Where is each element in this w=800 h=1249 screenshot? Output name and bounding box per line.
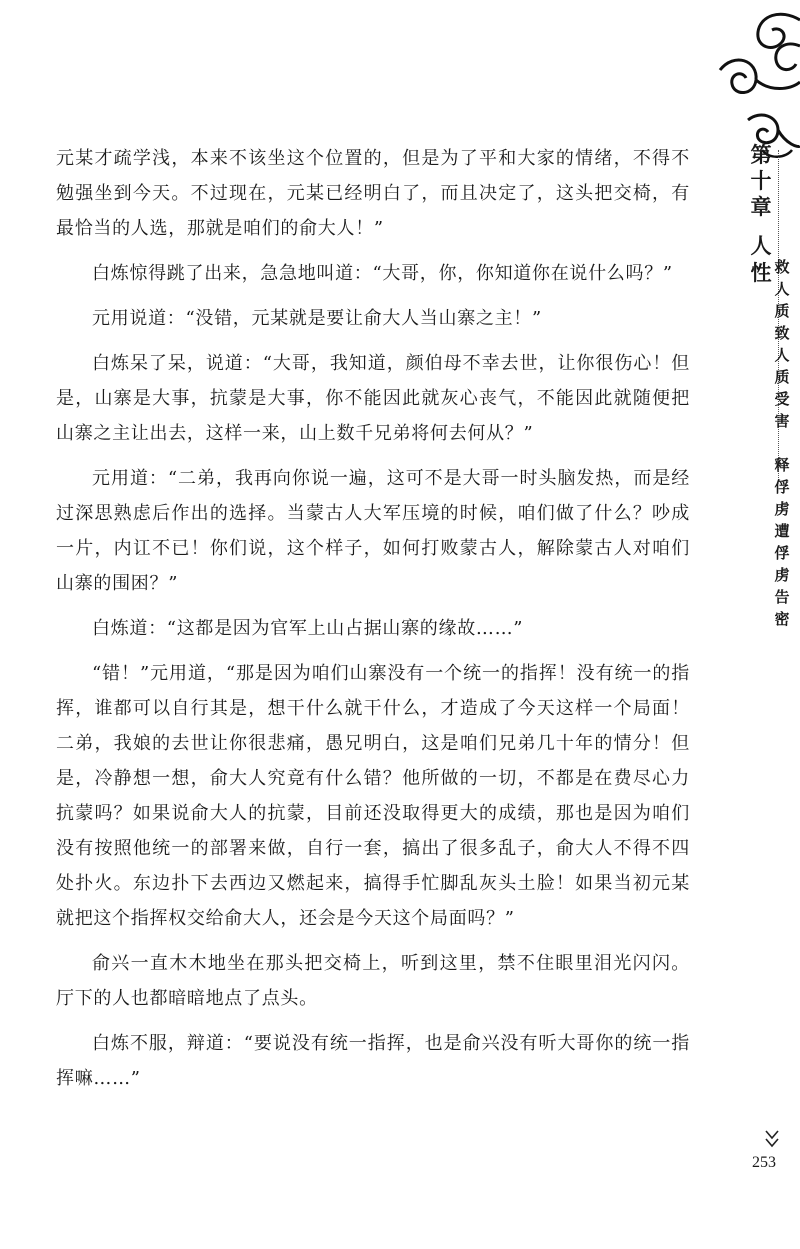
paragraph: “错！”元用道，“那是因为咱们山寨没有一个统一的指挥！没有统一的指挥，谁都可以自行其是，想干什么就干什么，才造成了今天这样一个局面！二弟，我娘的去世让你很悲痛，愚兄明白，这是咱们兄弟几十年的情分！但是，冷静想一想，俞大人究竟有什么错？他所做的一切，不都是在费尽心力抗蒙吗？如果说俞大人的抗蒙，目前还没取得更大的成绩，那也是因为咱们没有按照他统一的部署来做，自行一套，搞出了很多乱子，俞大人不得不四处扑火。东边扑下去西边又燃起来，搞得手忙脚乱灰头土脸！如果当初元某就把这个指挥权交给俞大人，还会是今天这个局面吗？” — [56, 663, 690, 929]
paragraph: 白炼呆了呆，说道：“大哥，我知道，颜伯母不幸去世，让你很伤心！但是，山寨是大事，抗蒙是大事，你不能因此就灰心丧气，不能因此就随便把山寨之主让出去，这样一来，山上数千兄弟将何去何从？” — [56, 353, 690, 444]
paragraph: 元用说道：“没错，元某就是要让俞大人当山寨之主！” — [92, 308, 542, 329]
section-subtitle-1: 救人质致人质受害 — [774, 258, 790, 430]
chapter-number: 第十章 — [750, 142, 772, 219]
paragraph: 元某才疏学浅，本来不该坐这个位置的，但是为了平和大家的情绪，不得不勉强坐到今天。不过现在，元某已经明白了，而且决定了，这头把交椅，有最恰当的人选，那就是咱们的俞大人！” — [56, 148, 690, 239]
section-subtitle-2: 释俘虏遭俘虏告密 — [774, 456, 790, 628]
paragraph: 俞兴一直木木地坐在那头把交椅上，听到这里，禁不住眼里泪光闪闪。厅下的人也都暗暗地点了点头。 — [56, 953, 690, 1009]
paragraph: 白炼道：“这都是因为官军上山占据山寨的缘故……” — [92, 618, 524, 639]
chapter-body — [56, 141, 690, 1106]
chapter-sidebar — [748, 142, 800, 628]
paragraph: 白炼惊得跳了出来，急急地叫道：“大哥，你，你知道你在说什么吗？” — [92, 263, 673, 284]
double-chevron-down-icon — [758, 1127, 786, 1153]
paragraph: 元用道：“二弟，我再向你说一遍，这可不是大哥一时头脑发热，而是经过深思熟虑后作出的选择。当蒙古人大军压境的时候，咱们做了什么？吵成一片，内讧不已！你们说，这个样子，如何打败蒙古人，解除蒙古人对咱们山寨的围困？” — [56, 468, 690, 594]
page-number: 253 — [752, 1154, 776, 1171]
paragraph: 白炼不服，辩道：“要说没有统一指挥，也是俞兴没有听大哥你的统一指挥嘛……” — [56, 1033, 690, 1089]
section-title: 人性 — [750, 233, 772, 285]
